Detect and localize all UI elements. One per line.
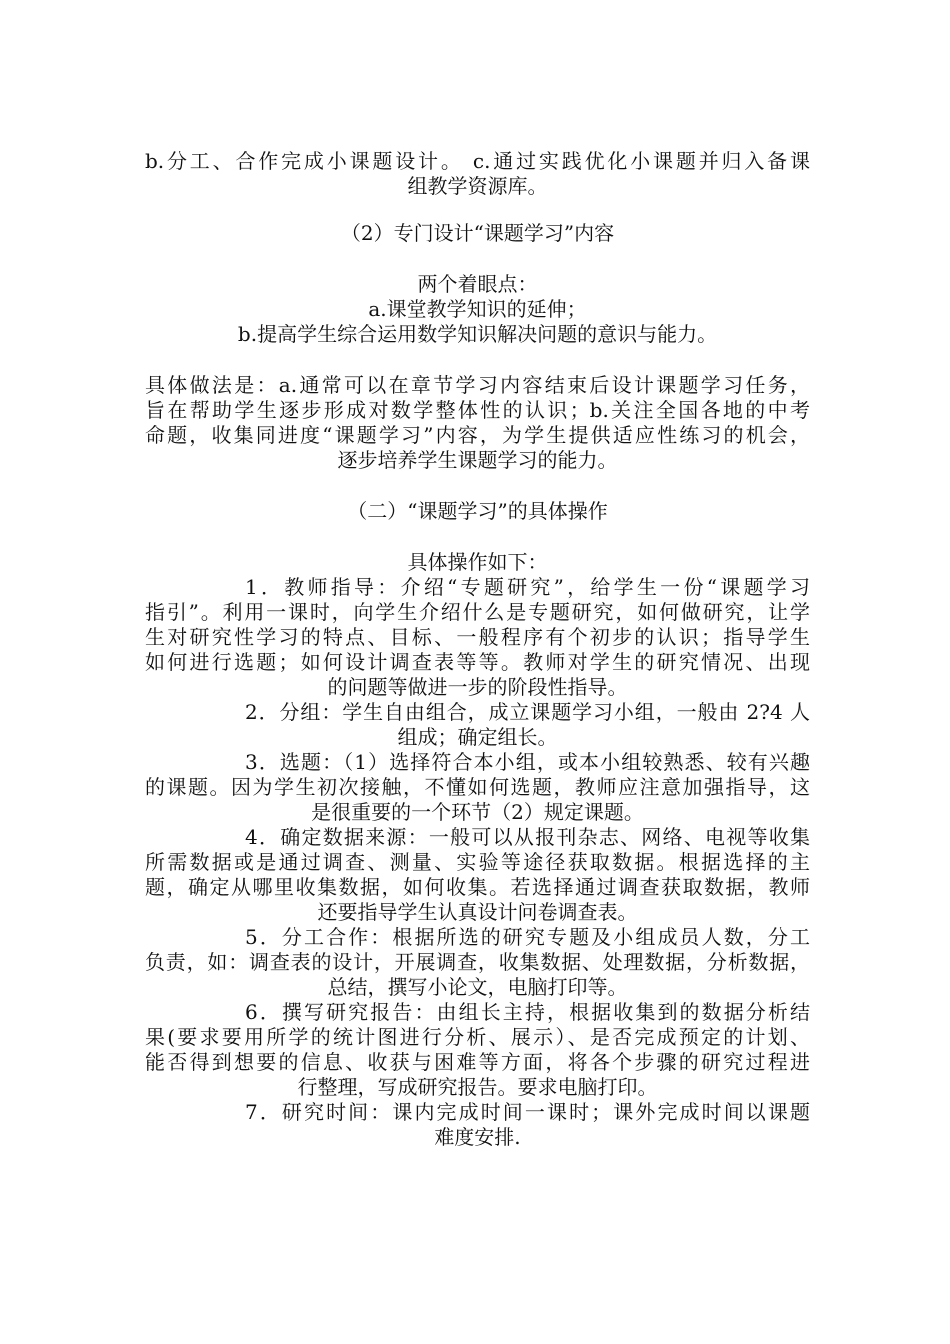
intro-line: b.分工、合作完成小课题设计。 c.通过实践优化小课题并归入备课 xyxy=(145,149,810,173)
step-line: 3．选题：（1）选择符合本小组，或本小组较熟悉、较有兴趣 xyxy=(245,750,810,774)
step-line: 4．确定数据来源：一般可以从报刊杂志、网络、电视等收集 xyxy=(245,825,810,849)
step-line: 题，确定从哪里收集数据，如何收集。若选择通过调查获取数据，教师 xyxy=(145,875,810,899)
focus-item: a.课堂教学知识的延伸； xyxy=(368,297,587,321)
step-line: 是很重要的一个环节（2）规定课题。 xyxy=(311,800,644,824)
step-line: 指引”。利用一课时，向学生介绍什么是专题研究，如何做研究，让学 xyxy=(145,600,810,624)
step-line: 的问题等做进一步的阶段性指导。 xyxy=(327,675,628,699)
focus-item: b.提高学生综合运用数学知识解决问题的意识与能力。 xyxy=(237,322,718,346)
method-paragraph xyxy=(145,373,810,473)
operations-intro: 具体操作如下： xyxy=(407,550,548,574)
section-title: （二）“课题学习”的具体操作 xyxy=(347,499,608,523)
document-page xyxy=(145,149,810,1150)
intro-line: 组教学资源库。 xyxy=(407,174,548,198)
method-line: 旨在帮助学生逐步形成对数学整体性的认识；b.关注全国各地的中考 xyxy=(145,398,810,422)
focus-points xyxy=(145,272,810,347)
step-item xyxy=(145,925,810,1000)
method-line: 命题，收集同进度“课题学习”内容，为学生提供适应性练习的机会， xyxy=(145,423,810,447)
step-line: 的课题。因为学生初次接触，不懂如何选题，教师应注意加强指导，这 xyxy=(145,775,810,799)
step-item xyxy=(145,825,810,925)
step-item xyxy=(145,1100,810,1150)
step-line: 生对研究性学习的特点、目标、一般程序有个初步的认识；指导学生 xyxy=(145,625,810,649)
step-line: 果(要求要用所学的统计图进行分析、展示）、是否完成预定的计划、 xyxy=(145,1025,810,1049)
step-line: 组成；确定组长。 xyxy=(397,725,558,749)
step-line: 2．分组：学生自由组合，成立课题学习小组，一般由 2?4 人 xyxy=(245,700,810,724)
step-line: 负责，如：调查表的设计，开展调查，收集数据、处理数据，分析数据， xyxy=(145,950,810,974)
step-line: 难度安排. xyxy=(434,1125,521,1149)
step-line: 5．分工合作：根据所选的研究专题及小组成员人数，分工 xyxy=(245,925,810,949)
step-line: 6．撰写研究报告：由组长主持，根据收集到的数据分析结 xyxy=(245,1000,810,1024)
step-line: 行整理，写成研究报告。要求电脑打印。 xyxy=(297,1075,658,1099)
step-line: 如何进行选题；如何设计调查表等等。教师对学生的研究情况、出现 xyxy=(145,650,810,674)
step-line: 能否得到想要的信息、收获与困难等方面，将各个步骤的研究过程进 xyxy=(145,1050,810,1074)
method-line: 逐步培养学生课题学习的能力。 xyxy=(337,448,618,472)
step-item xyxy=(145,750,810,825)
step-item xyxy=(145,575,810,700)
step-line: 1．教师指导：介绍“专题研究”，给学生一份“课题学习 xyxy=(245,575,810,599)
intro-paragraph xyxy=(145,149,810,199)
step-line: 7．研究时间：课内完成时间一课时；课外完成时间以课题 xyxy=(245,1100,810,1124)
step-list xyxy=(145,575,810,1150)
step-line: 所需数据或是通过调查、测量、实验等途径获取数据。根据选择的主 xyxy=(145,850,810,874)
focus-title: 两个着眼点： xyxy=(417,272,538,296)
subheading: （2）专门设计“课题学习”内容 xyxy=(340,221,615,245)
method-line: 具体做法是：a.通常可以在章节学习内容结束后设计课题学习任务， xyxy=(145,373,810,397)
step-line: 总结，撰写小论文，电脑打印等。 xyxy=(327,975,628,999)
step-item xyxy=(145,700,810,750)
step-line: 还要指导学生认真设计问卷调查表。 xyxy=(317,900,638,924)
step-item xyxy=(145,1000,810,1100)
